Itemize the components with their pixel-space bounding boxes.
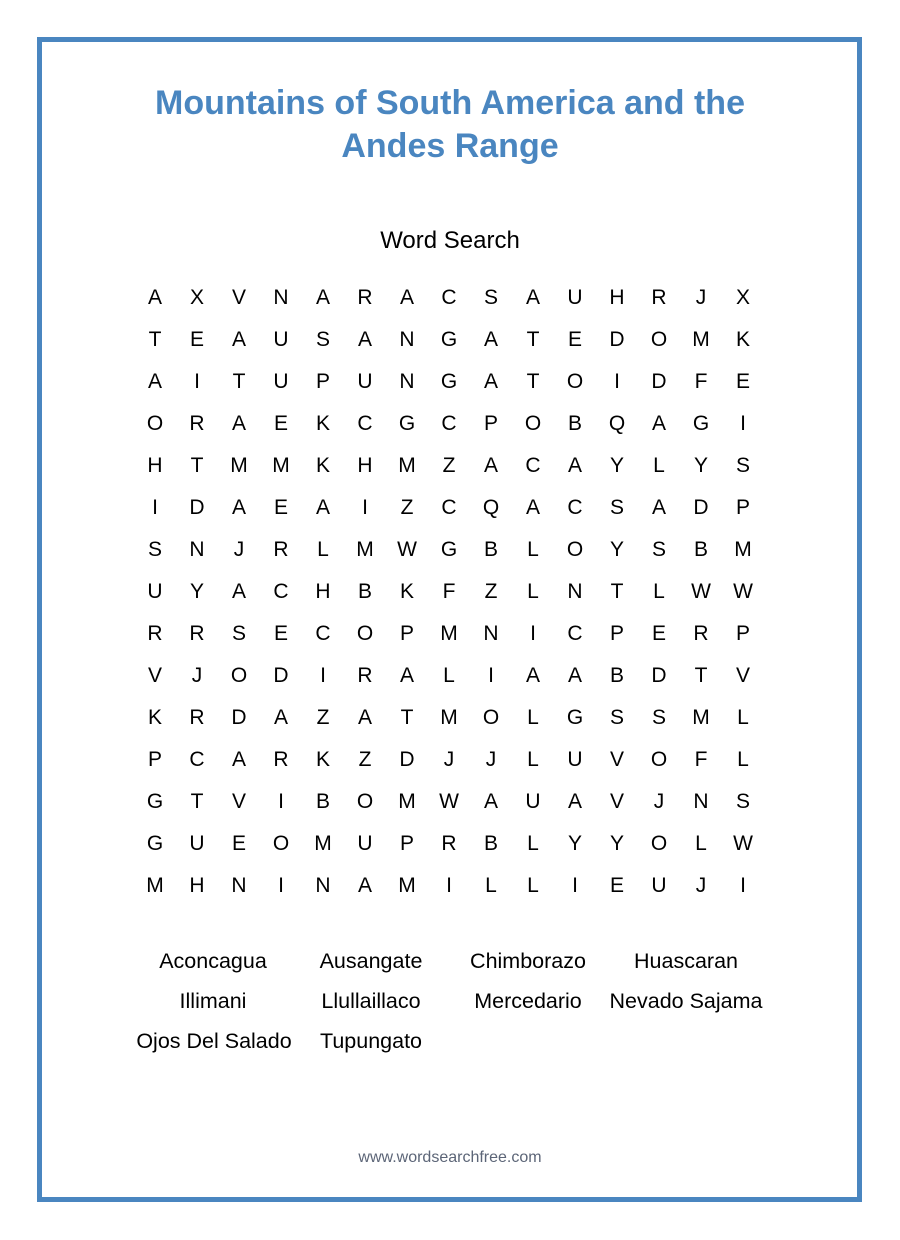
grid-cell: Z [442, 454, 456, 477]
grid-cell: Z [484, 580, 498, 603]
grid-cell: M [230, 454, 248, 477]
grid-cell: A [147, 286, 162, 309]
grid-cell: Y [609, 538, 624, 561]
grid-cell: P [399, 832, 414, 855]
grid-cell: A [231, 412, 246, 435]
grid-cell: S [651, 538, 666, 561]
grid-cell: L [527, 538, 539, 561]
grid-cell: K [147, 706, 162, 729]
grid-cell: E [735, 370, 750, 393]
grid-cell: T [694, 664, 708, 687]
grid-cell: S [735, 454, 750, 477]
grid-cell: R [189, 412, 205, 435]
grid-cell: A [525, 496, 540, 519]
grid-cell: I [320, 664, 326, 687]
grid-cell: C [189, 748, 205, 771]
grid-cell: B [483, 832, 498, 855]
grid-cell: H [315, 580, 331, 603]
grid-cell: S [315, 328, 330, 351]
grid-cell: Q [482, 496, 500, 519]
grid-cell: M [398, 874, 416, 897]
grid-cell: I [614, 370, 620, 393]
grid-cell: U [189, 832, 205, 855]
grid-cell: O [650, 748, 668, 771]
grid-cell: O [356, 622, 374, 645]
grid-cell: L [695, 832, 707, 855]
grid-cell: I [740, 412, 746, 435]
grid-cell: J [695, 286, 707, 309]
grid-cell: R [273, 748, 289, 771]
grid-cell: U [525, 790, 541, 813]
grid-cell: P [735, 622, 750, 645]
grid-cell: U [651, 874, 667, 897]
grid-cell: N [483, 622, 499, 645]
grid-cell: D [609, 328, 625, 351]
grid-cell: C [525, 454, 541, 477]
grid-cell: F [442, 580, 456, 603]
word-list-item: Llullaillaco [321, 989, 421, 1013]
grid-cell: A [399, 286, 414, 309]
grid-cell: N [231, 874, 247, 897]
grid-cell: I [362, 496, 368, 519]
grid-cell: G [440, 538, 458, 561]
grid-cell: K [315, 412, 330, 435]
grid-cell: S [609, 706, 624, 729]
grid-cell: E [231, 832, 246, 855]
grid-cell: A [483, 454, 498, 477]
grid-cell: J [485, 748, 497, 771]
grid-cell: D [651, 370, 667, 393]
grid-cell: S [609, 496, 624, 519]
grid-cell: R [189, 622, 205, 645]
grid-cell: Y [609, 832, 624, 855]
grid-cell: I [530, 622, 536, 645]
grid-cell: H [357, 454, 373, 477]
grid-cell: N [315, 874, 331, 897]
grid-cell: L [527, 832, 539, 855]
grid-cell: U [357, 832, 373, 855]
grid-cell: E [609, 874, 624, 897]
grid-cell: P [735, 496, 750, 519]
grid-cell: G [146, 790, 164, 813]
grid-cell: A [231, 748, 246, 771]
grid-cell: M [398, 790, 416, 813]
grid-cell: S [735, 790, 750, 813]
grid-cell: P [483, 412, 498, 435]
grid-cell: I [278, 790, 284, 813]
grid-cell: A [399, 664, 414, 687]
grid-cell: A [567, 790, 582, 813]
grid-cell: T [190, 454, 204, 477]
grid-cell: O [482, 706, 500, 729]
grid-cell: S [231, 622, 246, 645]
grid-cell: M [692, 328, 710, 351]
grid-cell: B [315, 790, 330, 813]
grid-cell: U [273, 328, 289, 351]
word-list-item: Aconcagua [159, 949, 267, 973]
grid-cell: O [650, 328, 668, 351]
grid-cell: T [148, 328, 162, 351]
grid-cell: B [567, 412, 582, 435]
grid-cell: H [147, 454, 163, 477]
grid-cell: N [399, 328, 415, 351]
grid-cell: K [735, 328, 750, 351]
grid-cell: N [399, 370, 415, 393]
grid-cell: U [357, 370, 373, 393]
grid-cell: A [231, 580, 246, 603]
grid-cell: M [146, 874, 164, 897]
grid-cell: C [273, 580, 289, 603]
grid-cell: D [231, 706, 247, 729]
grid-cell: W [733, 832, 753, 855]
grid-cell: W [439, 790, 459, 813]
grid-cell: D [693, 496, 709, 519]
grid-cell: W [733, 580, 753, 603]
grid-cell: N [189, 538, 205, 561]
grid-cell: E [273, 496, 288, 519]
grid-cell: O [524, 412, 542, 435]
grid-cell: R [693, 622, 709, 645]
grid-cell: M [440, 706, 458, 729]
grid-cell: O [356, 790, 374, 813]
grid-cell: I [572, 874, 578, 897]
grid-cell: M [314, 832, 332, 855]
grid-cell: M [398, 454, 416, 477]
grid-cell: D [399, 748, 415, 771]
grid-cell: S [483, 286, 498, 309]
grid-cell: N [693, 790, 709, 813]
grid-cell: R [651, 286, 667, 309]
grid-cell: R [357, 664, 373, 687]
grid-cell: C [357, 412, 373, 435]
grid-cell: N [273, 286, 289, 309]
grid-cell: G [398, 412, 416, 435]
grid-cell: O [566, 538, 584, 561]
grid-cell: P [315, 370, 330, 393]
grid-cell: T [190, 790, 204, 813]
grid-cell: Y [609, 454, 624, 477]
grid-cell: K [399, 580, 414, 603]
grid-cell: T [232, 370, 246, 393]
grid-cell: F [694, 748, 708, 771]
word-list-item: Illimani [179, 989, 247, 1013]
grid-cell: Y [567, 832, 582, 855]
grid-cell: E [651, 622, 666, 645]
grid-cell: J [443, 748, 455, 771]
grid-cell: A [483, 790, 498, 813]
word-list-item: Huascaran [634, 949, 738, 973]
grid-cell: W [397, 538, 417, 561]
grid-cell: A [483, 370, 498, 393]
grid-cell: Z [400, 496, 414, 519]
grid-cell: K [315, 454, 330, 477]
grid-cell: V [147, 664, 162, 687]
grid-cell: A [357, 874, 372, 897]
grid-cell: C [441, 496, 457, 519]
grid-cell: M [440, 622, 458, 645]
grid-cell: B [357, 580, 372, 603]
grid-cell: U [567, 286, 583, 309]
grid-cell: R [441, 832, 457, 855]
grid-cell: S [147, 538, 162, 561]
grid-cell: M [692, 706, 710, 729]
grid-cell: X [735, 286, 750, 309]
grid-cell: E [273, 412, 288, 435]
grid-cell: L [443, 664, 455, 687]
grid-cell: Y [189, 580, 204, 603]
grid-cell: L [653, 454, 665, 477]
word-list-item: Ausangate [319, 949, 423, 973]
grid-cell: I [488, 664, 494, 687]
grid-cell: E [567, 328, 582, 351]
grid-cell: A [651, 412, 666, 435]
grid-cell: B [483, 538, 498, 561]
grid-cell: C [441, 286, 457, 309]
grid-cell: L [653, 580, 665, 603]
grid-cell: O [272, 832, 290, 855]
grid-cell: V [609, 748, 624, 771]
grid-cell: A [231, 496, 246, 519]
grid-cell: P [147, 748, 162, 771]
grid-cell: B [609, 664, 624, 687]
grid-cell: A [525, 664, 540, 687]
grid-cell: N [567, 580, 583, 603]
grid-cell: G [440, 370, 458, 393]
grid-cell: R [357, 286, 373, 309]
grid-cell: L [737, 748, 749, 771]
grid-cell: X [189, 286, 204, 309]
grid-cell: G [566, 706, 584, 729]
grid-cell: K [315, 748, 330, 771]
grid-cell: C [441, 412, 457, 435]
grid-cell: V [231, 790, 246, 813]
grid-cell: Y [693, 454, 708, 477]
grid-cell: J [695, 874, 707, 897]
word-list-item: Chimborazo [470, 949, 586, 973]
grid-cell: A [357, 328, 372, 351]
grid-cell: O [566, 370, 584, 393]
grid-cell: U [273, 370, 289, 393]
letter-grid [134, 277, 764, 907]
grid-cell: A [567, 454, 582, 477]
grid-cell: A [567, 664, 582, 687]
word-list-item: Tupungato [319, 1029, 423, 1053]
puzzle-subtitle: Word Search [380, 227, 520, 254]
grid-cell: D [189, 496, 205, 519]
title-line-1: Mountains of South America and the [155, 84, 745, 122]
grid-cell: S [651, 706, 666, 729]
grid-cell: O [146, 412, 164, 435]
grid-cell: G [146, 832, 164, 855]
grid-cell: O [230, 664, 248, 687]
grid-cell: J [653, 790, 665, 813]
grid-cell: C [567, 496, 583, 519]
grid-cell: F [694, 370, 708, 393]
grid-cell: I [194, 370, 200, 393]
grid-cell: G [692, 412, 710, 435]
grid-cell: L [527, 748, 539, 771]
grid-cell: V [231, 286, 246, 309]
grid-cell: I [152, 496, 158, 519]
footer-website: www.wordsearchfree.com [358, 1149, 542, 1166]
grid-cell: T [526, 328, 540, 351]
grid-cell: A [273, 706, 288, 729]
grid-cell: L [527, 580, 539, 603]
grid-cell: L [527, 874, 539, 897]
grid-cell: L [737, 706, 749, 729]
grid-cell: J [191, 664, 203, 687]
grid-cell: A [357, 706, 372, 729]
grid-cell: E [273, 622, 288, 645]
grid-cell: Z [358, 748, 372, 771]
grid-cell: O [650, 832, 668, 855]
grid-cell: A [525, 286, 540, 309]
grid-cell: A [315, 286, 330, 309]
grid-cell: A [315, 496, 330, 519]
grid-cell: V [735, 664, 750, 687]
grid-cell: A [651, 496, 666, 519]
grid-cell: D [651, 664, 667, 687]
grid-cell: I [278, 874, 284, 897]
grid-cell: D [273, 664, 289, 687]
grid-cell: Z [316, 706, 330, 729]
grid-cell: J [233, 538, 245, 561]
grid-cell: H [609, 286, 625, 309]
grid-cell: U [567, 748, 583, 771]
grid-cell: V [609, 790, 624, 813]
grid-cell: C [567, 622, 583, 645]
grid-cell: U [147, 580, 163, 603]
grid-cell: R [189, 706, 205, 729]
grid-cell: T [526, 370, 540, 393]
grid-cell: L [527, 706, 539, 729]
grid-cell: P [609, 622, 624, 645]
grid-cell: A [231, 328, 246, 351]
grid-cell: M [272, 454, 290, 477]
word-list-item: Mercedario [474, 989, 582, 1013]
grid-cell: A [147, 370, 162, 393]
grid-cell: M [734, 538, 752, 561]
grid-cell: H [189, 874, 205, 897]
word-list-item: Nevado Sajama [609, 989, 763, 1013]
grid-cell: R [147, 622, 163, 645]
word-list-item: Ojos Del Salado [136, 1029, 292, 1053]
grid-cell: R [273, 538, 289, 561]
grid-cell: W [691, 580, 711, 603]
grid-cell: B [693, 538, 708, 561]
grid-cell: A [483, 328, 498, 351]
grid-cell: I [446, 874, 452, 897]
grid-cell: G [440, 328, 458, 351]
grid-cell: T [610, 580, 624, 603]
grid-cell: E [189, 328, 204, 351]
title-line-2: Andes Range [341, 127, 559, 165]
grid-cell: Q [608, 412, 626, 435]
grid-cell: C [315, 622, 331, 645]
grid-cell: P [399, 622, 414, 645]
grid-cell: I [740, 874, 746, 897]
grid-cell: T [400, 706, 414, 729]
grid-cell: M [356, 538, 374, 561]
grid-cell: L [485, 874, 497, 897]
grid-cell: L [317, 538, 329, 561]
puzzle-title [0, 82, 900, 168]
